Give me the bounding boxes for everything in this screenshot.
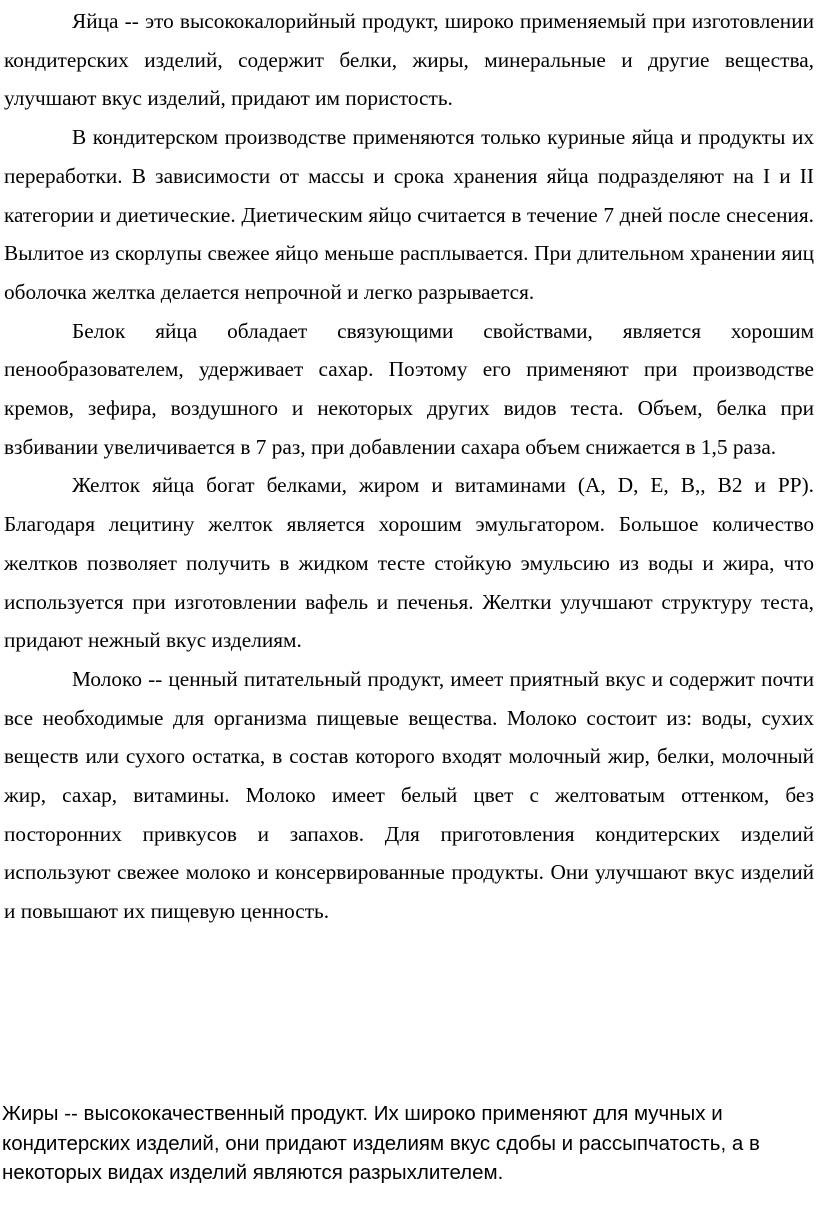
paragraph-egg-yolk: Желток яйца богат белками, жиром и витаминами (A, D, E, B,, B2 и PP). Благодаря лецитину желток является хорошим эмульгатором. Большое количество желтков позволяет получить в жидком тесте стойкую эмульсию из воды и жира, что используется при изготовлении вафель и печенья. Желтки улучшают структуру теста, придают нежный вкус изделиям. [4, 473, 814, 653]
paragraph-egg-white: Белок яйца обладает связующими свойствами, является хорошим пенообразователем, удерживает сахар. Поэтому его применяют при производстве кремов, зефира, воздушного и некоторых других видов теста. Объем, белка при взбивании увеличивается в 7 раз, при добавлении сахара объем снижается в 1,5 раза. [4, 318, 814, 459]
paragraph-eggs-categories: В кондитерском производстве применяются только куриные яйца и продукты их переработки. В зависимости от массы и срока хранения яйца подразделяют на I и II категории и диетические. Диетическим яйцо считается в течение 7 дней после снесения. Вылитое из скорлупы свежее яйцо меньше расплывается. При длительном хранении яиц оболочка желтка делается непрочной и легко разрывается. [4, 125, 814, 304]
document-body [4, 2, 814, 931]
paragraph-fats: Жиры -- высококачественный продукт. Их широко применяют для мучных и кондитерских изделий, они придают изделиям вкус сдобы и рассыпчатость, а в некоторых видах изделий являются разрыхлителем. [2, 1102, 760, 1184]
paragraph-eggs-intro: Яйца -- это высококалорийный продукт, широко применяемый при изготовлении кондитерских изделий, содержит белки, жиры, минеральные и другие вещества, улучшают вкус изделий, придают им пористость. [4, 9, 814, 111]
paragraph-milk: Молоко -- ценный питательный продукт, имеет приятный вкус и содержит почти все необходимые для организма пищевые вещества. Молоко состоит из: воды, сухих веществ или сухого остатка, в состав которого входят молочный жир, белки, молочный жир, сахар, витамины. Молоко имеет белый цвет с желтоватым оттенком, без посторонних привкусов и запахов. Для приготовления кондитерских изделий используют свежее молоко и консервированные продукты. Они улучшают вкус изделий и повышают их пищевую ценность. [4, 666, 814, 924]
